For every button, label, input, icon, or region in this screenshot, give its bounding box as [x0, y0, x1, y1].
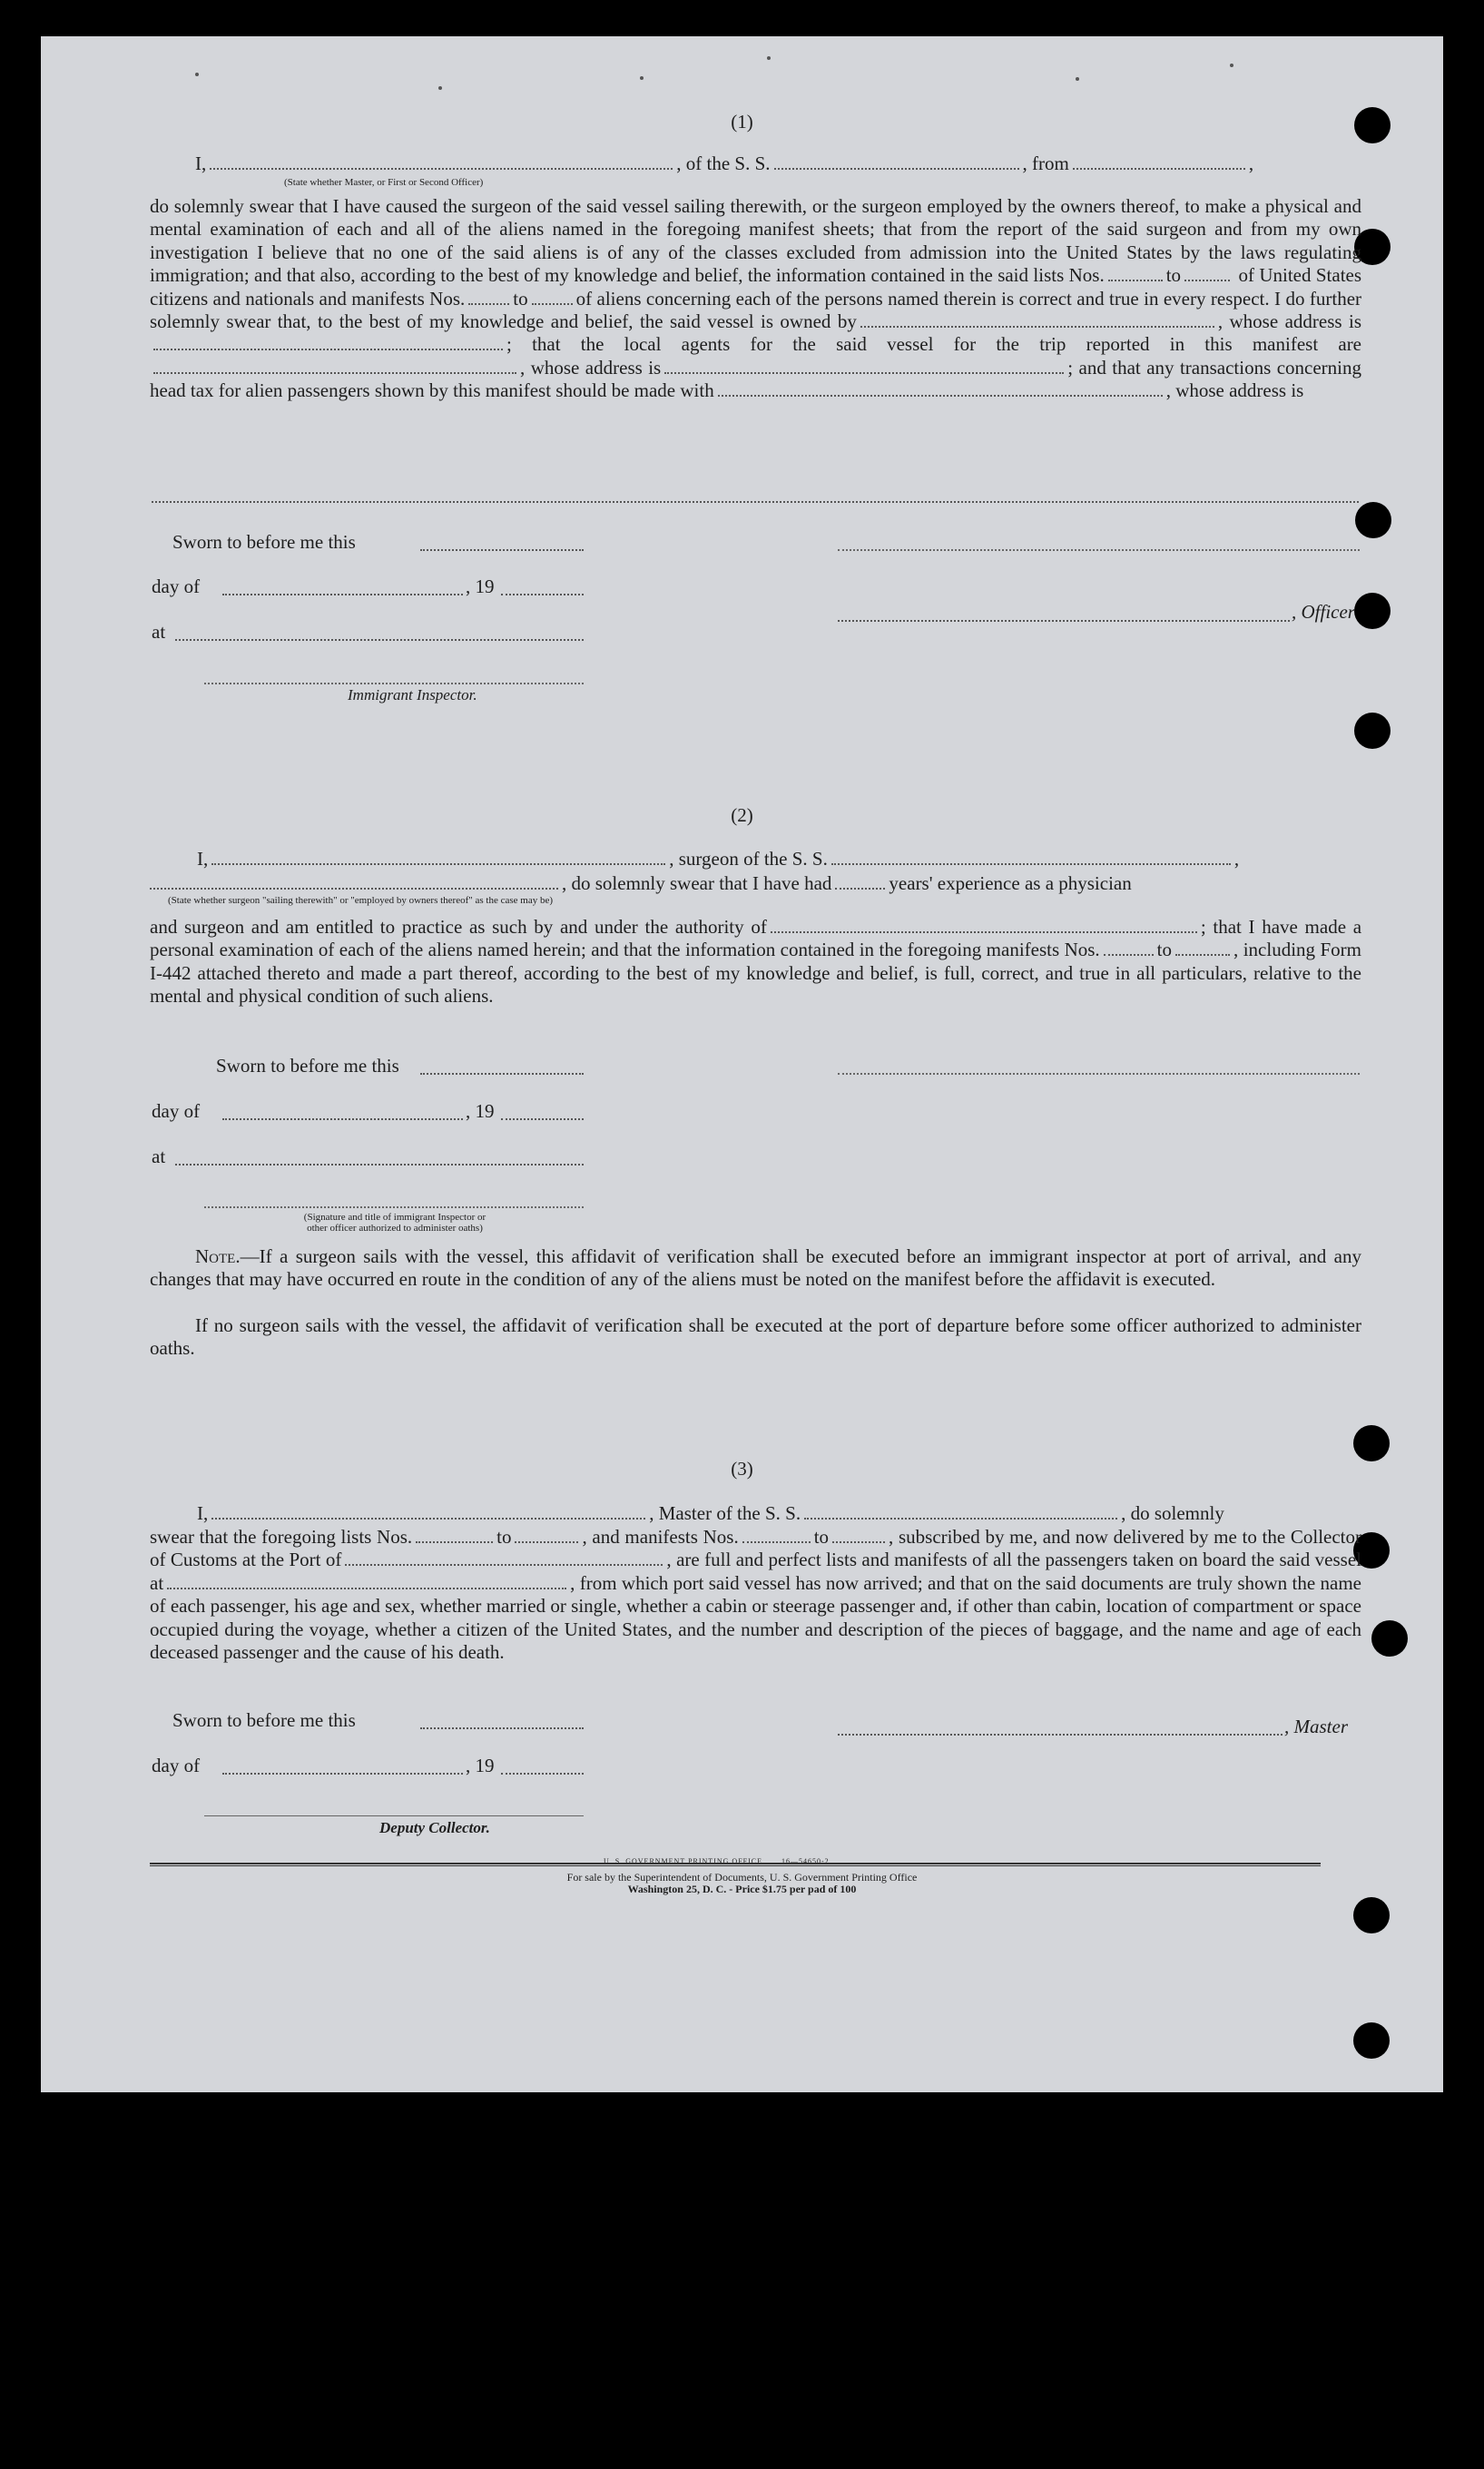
printing-office-mark: U. S. GOVERNMENT PRINTING OFFICE 16—54650-2: [604, 1857, 830, 1865]
section-2-first-line: I, , surgeon of the S. S. ,: [197, 848, 1240, 870]
surgeon-vessel-field[interactable]: [831, 851, 1231, 865]
officer-title-field[interactable]: [838, 620, 1290, 622]
section-2-oath: and surgeon and am entitled to practice as such by and under the authority of ; that I have made a personal examination of each of the aliens named herein; and that the information contained in the foregoing manifests Nos. to , including Form I-442 attached thereto and made a part thereof, according to the best of my knowledge and belief, is full, correct, and true in all particulars, relative to the mental and physical condition of such aliens.: [150, 916, 1362, 1008]
binder-hole: [1371, 1620, 1408, 1657]
surgeon-name-field[interactable]: [211, 851, 665, 865]
lists-from-field[interactable]: [1108, 267, 1163, 281]
day-of-label: day of: [152, 575, 201, 597]
sale-notice: [41, 1872, 1443, 1895]
paper-speck: [195, 73, 199, 76]
place-field[interactable]: [175, 1164, 584, 1166]
binder-hole: [1353, 1425, 1390, 1461]
surgeon-manifests-from-field[interactable]: [1104, 941, 1154, 956]
binder-hole: [1354, 593, 1391, 629]
form-page: [41, 36, 1443, 2092]
manifests-from-field[interactable]: [468, 290, 509, 305]
inspector-caption: Immigrant Inspector.: [348, 686, 477, 703]
footer-rule: [150, 1863, 1321, 1864]
at-label: at: [152, 1146, 166, 1167]
sworn-label: Sworn to before me this: [216, 1055, 399, 1077]
officer-label: , Officer: [1292, 601, 1355, 623]
master-lists-to-field[interactable]: [515, 1529, 578, 1543]
inspector-signature-line[interactable]: [204, 683, 584, 684]
section-2-heading: (2): [731, 804, 753, 826]
year-prefix: , 19: [466, 1755, 495, 1776]
year-prefix: , 19: [466, 1100, 495, 1122]
year-field[interactable]: [501, 1773, 584, 1775]
collector-signature-line[interactable]: [204, 1815, 584, 1816]
practice-authority-field[interactable]: [771, 919, 1197, 933]
binder-hole: [1353, 1897, 1390, 1933]
place-field[interactable]: [175, 639, 584, 641]
vessel-name-field[interactable]: [774, 155, 1019, 170]
signature-caption-line: other officer authorized to administer oaths): [307, 1223, 483, 1234]
port-of-arrival-field[interactable]: [345, 1551, 663, 1566]
binder-hole: [1355, 502, 1391, 538]
at-label: at: [152, 621, 166, 643]
master-name-field[interactable]: [211, 1505, 645, 1520]
section-2-second-line: , do solemnly swear that I have had years' experience as a physician: [150, 872, 1132, 895]
form-number: 16—54650-2: [781, 1857, 830, 1865]
surgeon-note: Note.—If a surgeon sails with the vessel, this affidavit of verification shall be executed before an immigrant inspector at port of arrival, and any changes that may have occurred en route in the condition of any of the aliens must be noted on the manifest before the affidavit is executed.: [150, 1245, 1361, 1291]
sworn-label: Sworn to before me this: [172, 531, 356, 553]
officer-rank-caption: (State whether Master, or First or Second Officer): [284, 177, 484, 188]
signature-caption: [209, 1212, 581, 1234]
master-lists-from-field[interactable]: [416, 1529, 493, 1543]
signature-caption-line: (Signature and title of immigrant Inspector or: [303, 1212, 486, 1223]
paper-speck: [767, 56, 771, 60]
lists-to-field[interactable]: [1184, 267, 1230, 281]
surgeon-manifests-to-field[interactable]: [1175, 941, 1230, 956]
sale-notice-line: For sale by the Superintendent of Documents, U. S. Government Printing Office: [566, 1871, 918, 1884]
month-field[interactable]: [222, 1773, 463, 1775]
day-of-label: day of: [152, 1755, 201, 1776]
years-experience-field[interactable]: [835, 875, 885, 890]
officer-rank-field[interactable]: [210, 155, 673, 170]
month-field[interactable]: [222, 1118, 463, 1120]
section-3-first-line: I, , Master of the S. S. , do solemnly: [197, 1502, 1224, 1524]
day-of-label: day of: [152, 1100, 201, 1122]
agents-address-field[interactable]: [664, 359, 1064, 374]
master-vessel-field[interactable]: [804, 1505, 1117, 1520]
section-1-oath: do solemnly swear that I have caused the surgeon of the said vessel sailing therewith, or the surgeon employed by the owners thereof, to make a physical and mental examination of each and all of the aliens named in the foregoing manifest sheets; that from the report of the said surgeon and from my own investigation I believe that no one of the said aliens is of any of the classes excluded from admission into the United States by the laws regulating immigration; and that also, according to the best of my knowledge and belief, the information contained in the said lists Nos. to of United States citizens and nationals and manifests Nos. to of aliens concerning each of the persons named therein is correct and true in every respect. I do further solemnly swear that, to the best of my knowledge and belief, the said vessel is owned by , whose address is; that the local agents for the said vessel for the trip reported in this manifest are, whose address is ; and that any transactions concerning head tax for alien passengers shown by this manifest should be made with , whose address is: [150, 195, 1362, 402]
local-agents-field[interactable]: [153, 359, 516, 374]
collector-caption: Deputy Collector.: [379, 1819, 490, 1836]
head-tax-address-field[interactable]: [152, 501, 1359, 503]
footer-rule-bottom: [150, 1865, 1321, 1866]
master-manifests-from-field[interactable]: [742, 1529, 811, 1543]
officer-signature-line[interactable]: [838, 549, 1360, 551]
year-prefix: , 19: [466, 575, 495, 597]
paper-speck: [1076, 77, 1079, 81]
sworn-day-field[interactable]: [420, 1727, 584, 1729]
master-signature-field[interactable]: [838, 1734, 1283, 1736]
sworn-label: Sworn to before me this: [172, 1709, 356, 1731]
section-1-heading: (1): [731, 111, 753, 133]
surgeon-status-field[interactable]: [150, 875, 558, 890]
port-of-departure-field[interactable]: [167, 1575, 566, 1589]
no-surgeon-note: If no surgeon sails with the vessel, the affidavit of verification shall be executed at the port of departure before some officer authorized to administer oaths.: [150, 1314, 1361, 1360]
inspector-signature-line[interactable]: [204, 1206, 584, 1208]
sworn-day-field[interactable]: [420, 549, 584, 551]
paper-speck: [1230, 64, 1233, 67]
year-field[interactable]: [501, 594, 584, 595]
master-label: , Master: [1284, 1716, 1348, 1737]
master-manifests-to-field[interactable]: [832, 1529, 885, 1543]
paper-speck: [640, 76, 644, 80]
note-label: Note.: [195, 1245, 241, 1267]
head-tax-contact-field[interactable]: [718, 382, 1163, 397]
sale-notice-line: Washington 25, D. C. - Price $1.75 per pad of 100: [627, 1883, 857, 1895]
paper-speck: [438, 86, 442, 90]
section-3-heading: (3): [731, 1458, 753, 1480]
section-3-oath: swear that the foregoing lists Nos. to , and manifests Nos. to , subscribed by me, and now delivered by me to the Collector of Customs at the Port of , are full and perfect lists and manifests of all the passengers taken on board the said vessel at , from which port said vessel has now arrived; and that on the said documents are truly shown the name of each passenger, his age and sex, whether married or single, whether a cabin or steerage passenger and, if other than cabin, location of compartment or space occupied during the voyage, whether a citizen of the United States, and the number and description of the pieces of baggage, and the name and age of each deceased passenger and the cause of his death.: [150, 1526, 1362, 1664]
surgeon-status-caption: (State whether surgeon "sailing therewith" or "employed by owners thereof" as the case may be): [168, 895, 554, 906]
section-1-first-line: I, , of the S. S. , from ,: [195, 152, 1254, 174]
manifests-to-field[interactable]: [532, 290, 573, 305]
binder-hole: [1354, 713, 1391, 749]
month-field[interactable]: [222, 594, 463, 595]
year-field[interactable]: [501, 1118, 584, 1120]
owner-address-field[interactable]: [153, 336, 503, 350]
surgeon-signature-line[interactable]: [838, 1073, 1360, 1075]
sworn-day-field[interactable]: [420, 1073, 584, 1075]
binder-hole: [1353, 2022, 1390, 2059]
from-port-field[interactable]: [1073, 155, 1245, 170]
vessel-owner-field[interactable]: [860, 313, 1214, 328]
